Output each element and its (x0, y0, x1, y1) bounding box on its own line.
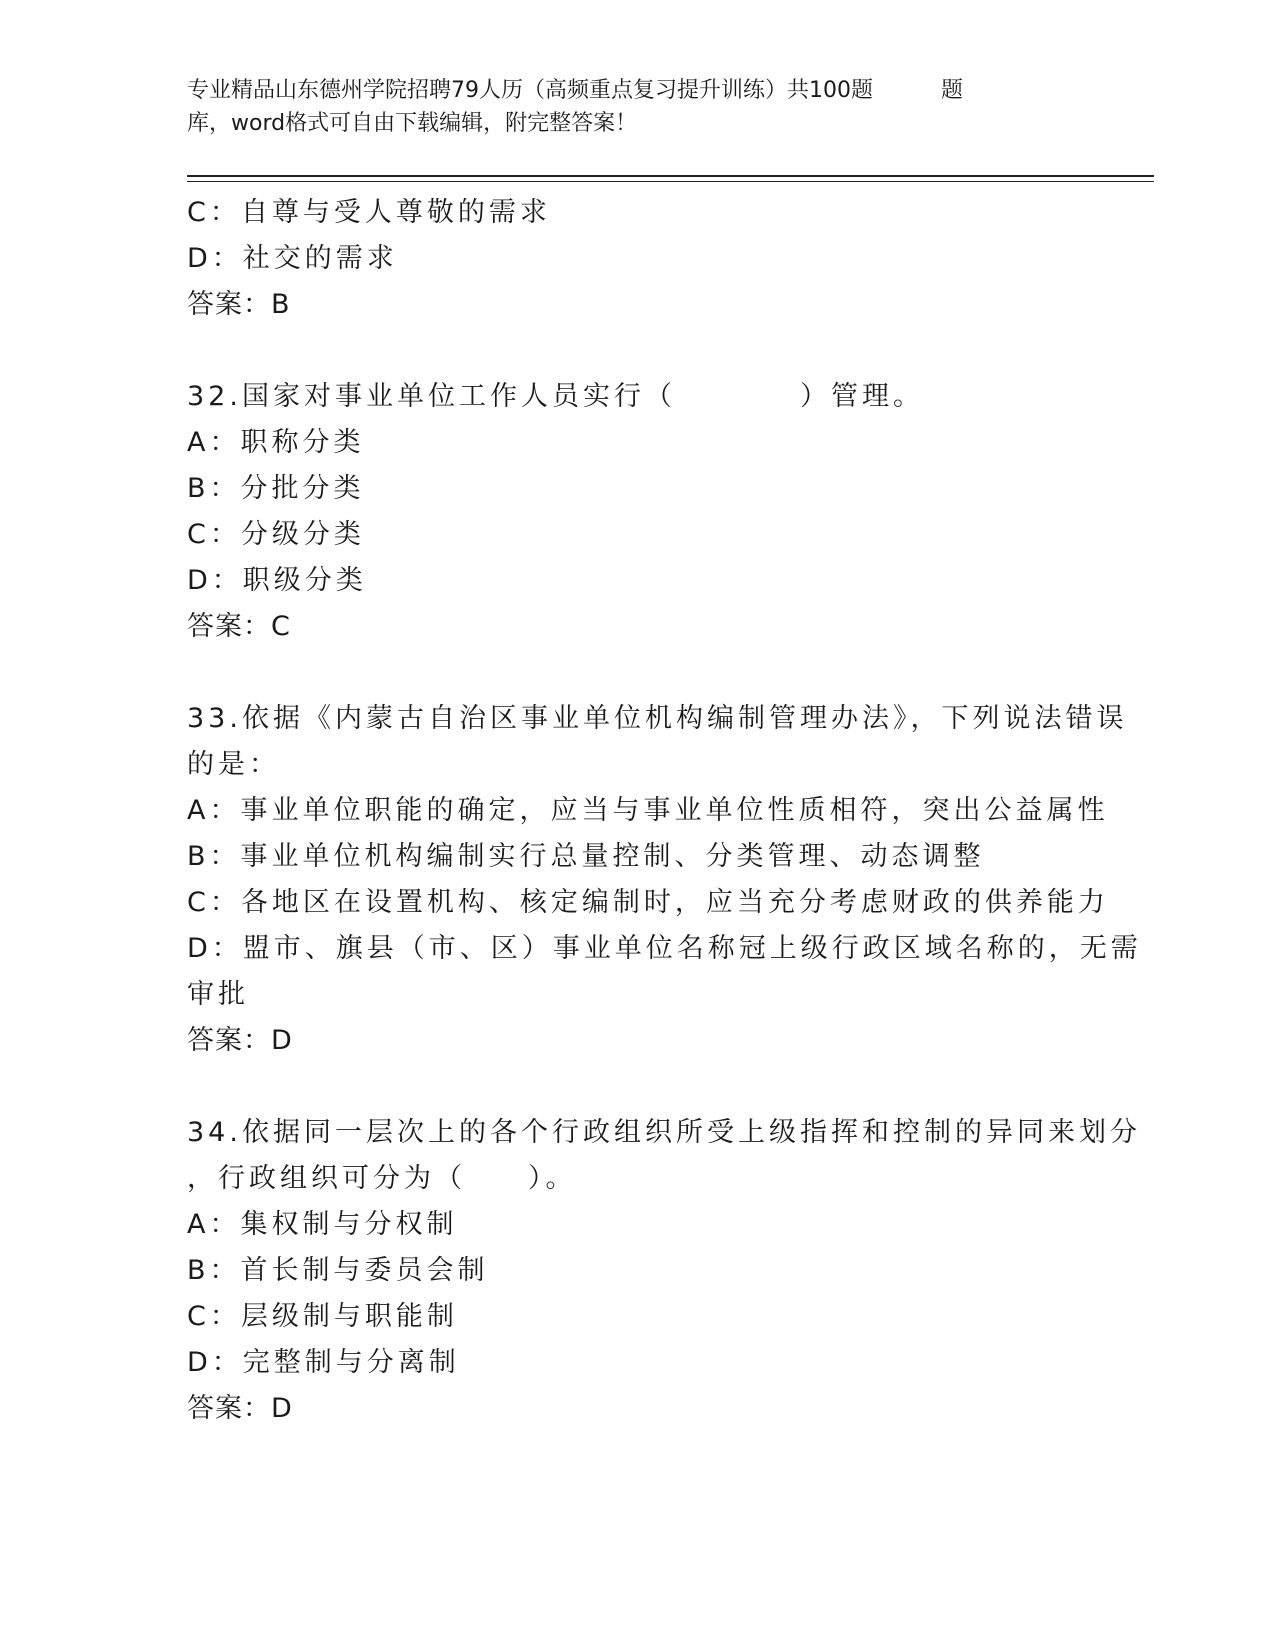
option-a: A：事业单位职能的确定，应当与事业单位性质相符，突出公益属性 (187, 795, 1109, 826)
document-header (187, 74, 1067, 140)
option-c: C：自尊与受人尊敬的需求 (187, 197, 551, 228)
question-stem-line-2: 的是： (187, 749, 280, 780)
answer-text: 答案：C (187, 611, 291, 642)
option-b: B：分批分类 (187, 473, 365, 504)
option-a: A：职称分类 (187, 427, 365, 458)
header-title-trail: 题 (941, 78, 964, 103)
header-line-2: 库，word格式可自由下载编辑，附完整答案！ (187, 111, 638, 136)
question-stem-line-1: 33.依据《内蒙古自治区事业单位机构编制管理办法》，下列说法错误 (187, 703, 1128, 734)
header-divider-thin (187, 181, 1154, 182)
question-stem-line-1: 34.依据同一层次上的各个行政组织所受上级指挥和控制的异同来划分 (187, 1117, 1141, 1148)
spacer (187, 328, 1077, 374)
option-c: C：层级制与职能制 (187, 1301, 458, 1332)
question-stem: 32.国家对事业单位工作人员实行（ ）管理。 (187, 381, 924, 412)
option-b: B：事业单位机构编制实行总量控制、分类管理、动态调整 (187, 841, 985, 872)
header-divider-thick (187, 175, 1154, 177)
question-block-33 (187, 696, 1142, 1064)
spacer (187, 650, 1077, 696)
option-c: C：各地区在设置机构、核定编制时，应当充分考虑财政的供养能力 (187, 887, 1109, 918)
spacer (187, 1064, 1077, 1110)
option-d: D：完整制与分离制 (187, 1347, 460, 1378)
question-stem-line-2: ，行政组织可分为（ ）。 (187, 1163, 577, 1194)
option-d-line-1: D：盟市、旗县（市、区）事业单位名称冠上级行政区域名称的，无需 (187, 933, 1142, 964)
option-d: D：社交的需求 (187, 243, 398, 274)
option-d-line-2: 审批 (187, 979, 249, 1010)
answer-text: 答案：B (187, 289, 291, 320)
option-c: C：分级分类 (187, 519, 365, 550)
question-block-34 (187, 1110, 1141, 1432)
header-line-1 (187, 74, 1067, 107)
question-block-31 (187, 190, 1077, 328)
option-d: D：职级分类 (187, 565, 367, 596)
option-a: A：集权制与分权制 (187, 1209, 458, 1240)
question-list (187, 190, 1142, 1432)
question-block-32 (187, 374, 1077, 650)
option-b: B：首长制与委员会制 (187, 1255, 489, 1286)
header-title: 专业精品山东德州学院招聘79人历（高频重点复习提升训练）共100题 (187, 78, 873, 103)
answer-text: 答案：D (187, 1025, 293, 1056)
answer-text: 答案：D (187, 1393, 293, 1424)
